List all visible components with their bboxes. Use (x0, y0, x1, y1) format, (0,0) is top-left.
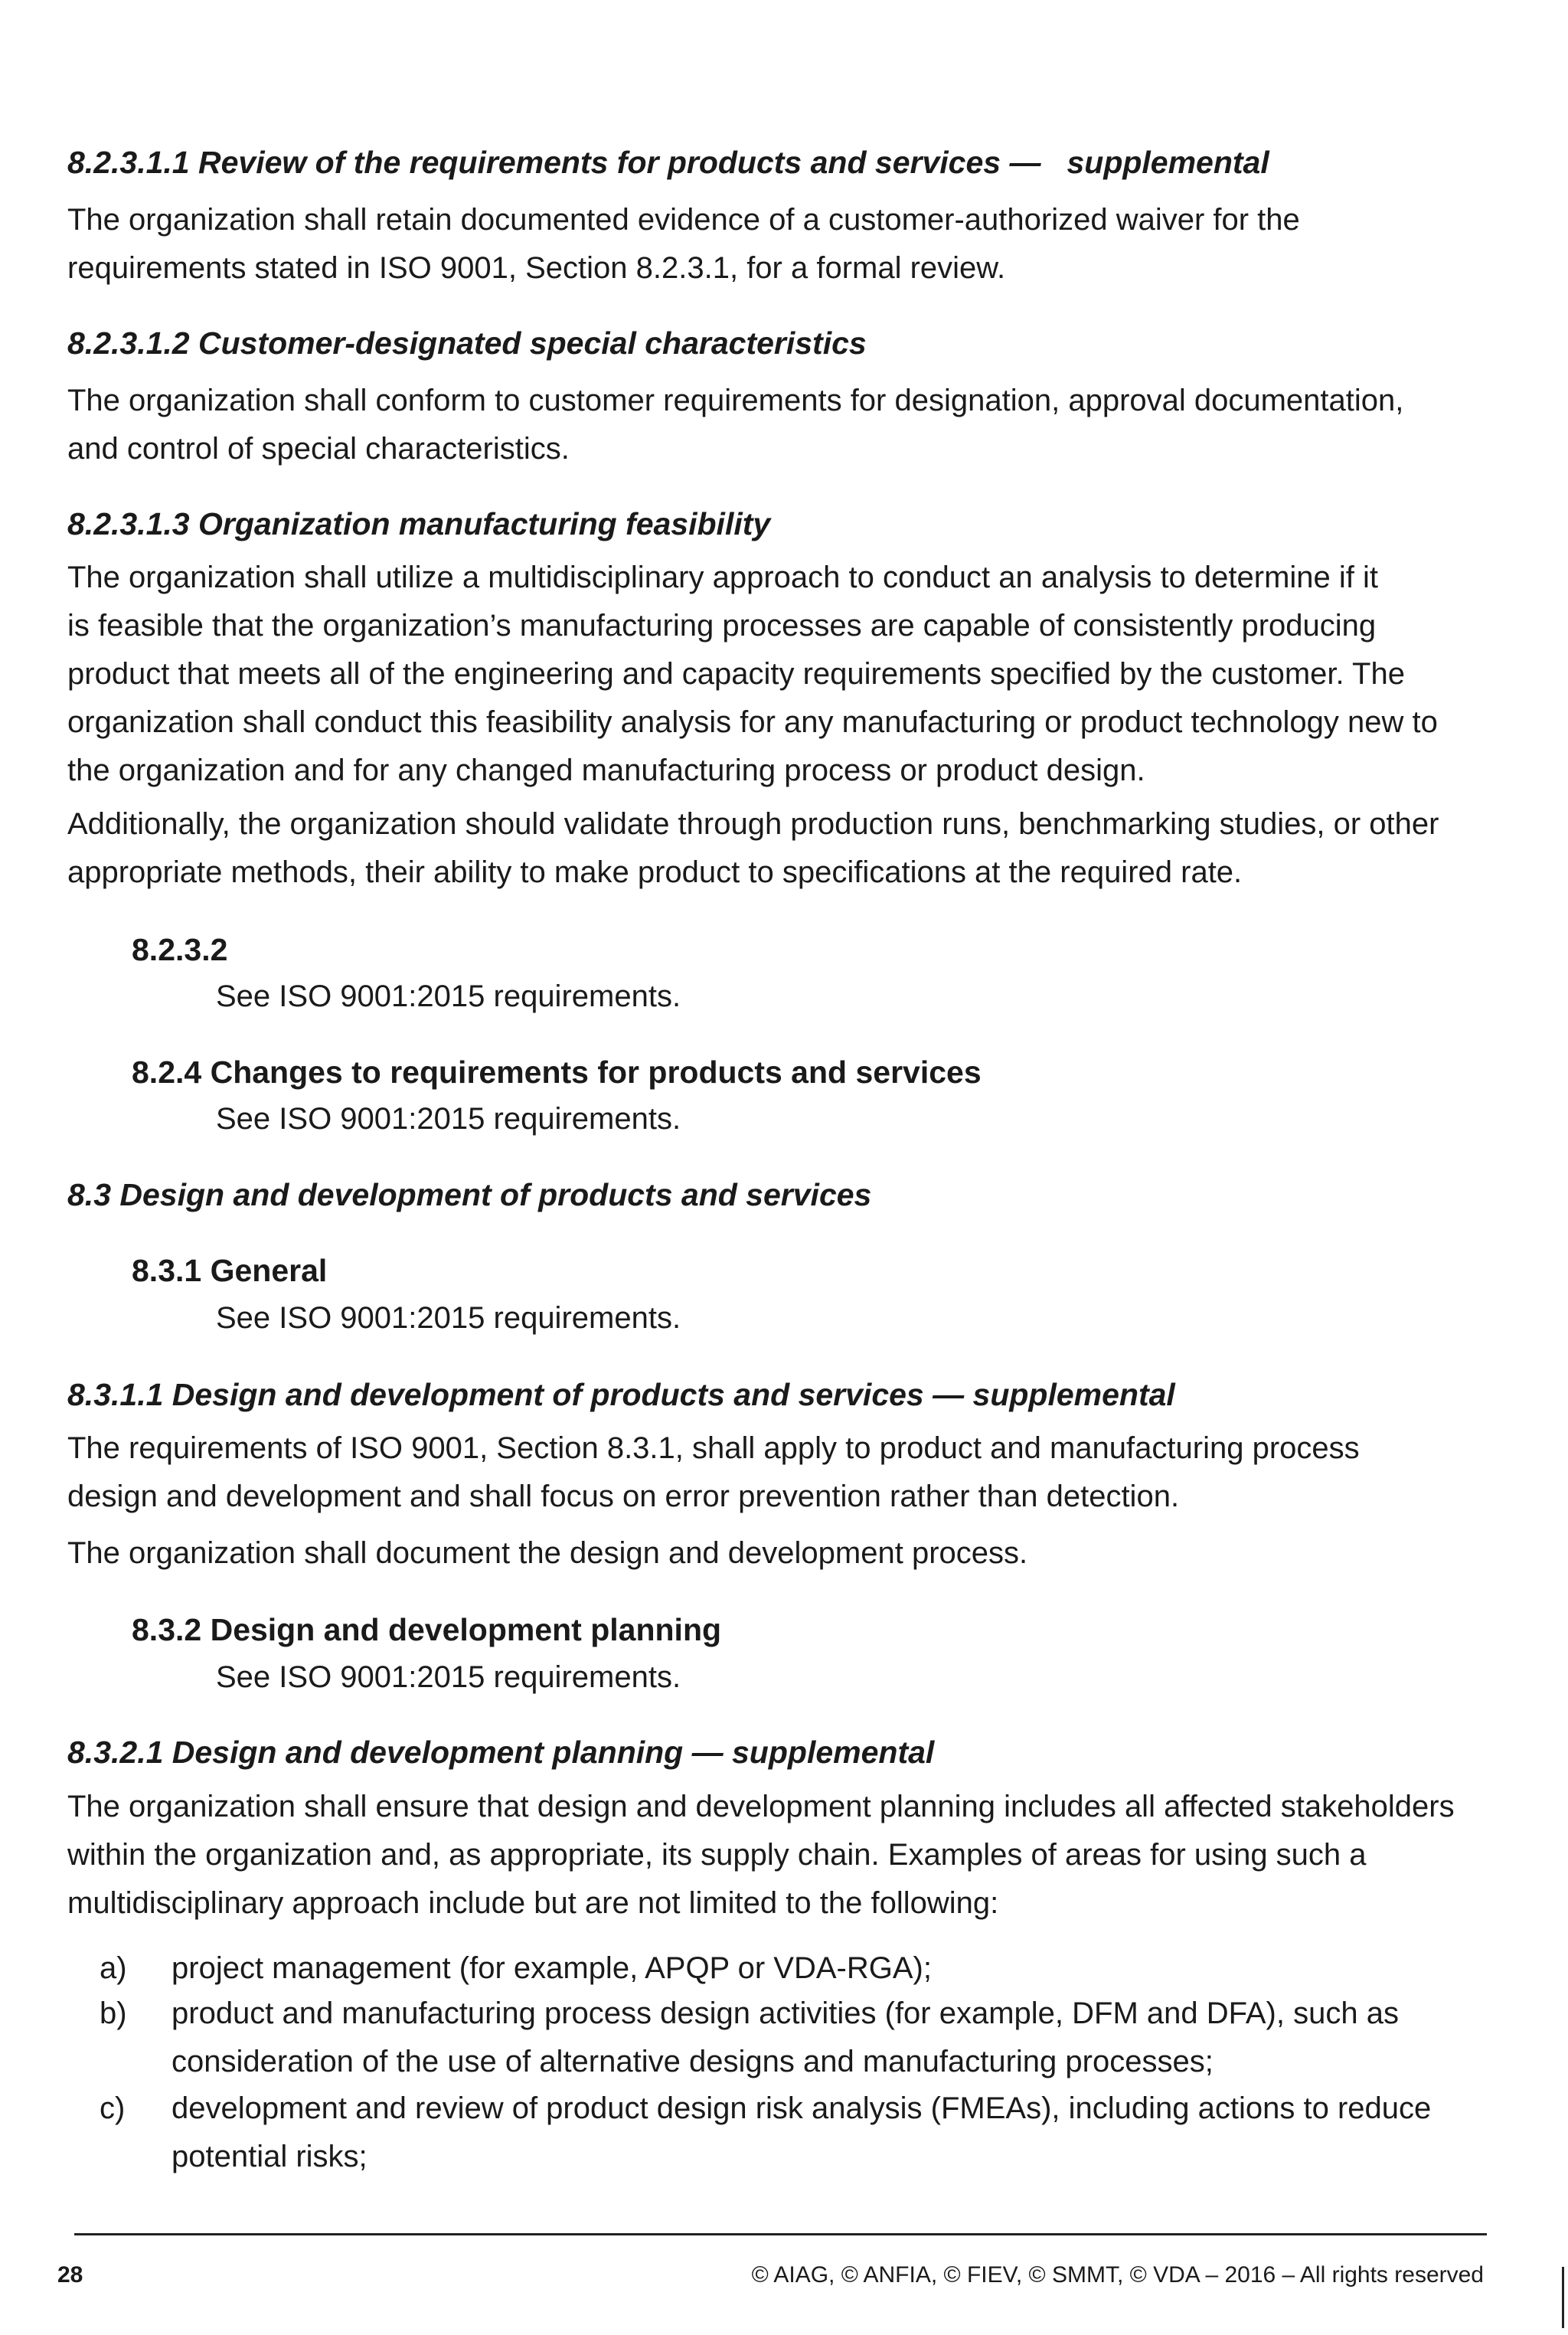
see-iso-text: See ISO 9001:2015 requirements. (216, 979, 681, 1013)
text-line: potential risks; (172, 2140, 368, 2173)
section-heading-8-3-1: 8.3.1 General (132, 1253, 328, 1288)
scan-edge-mark (1562, 2267, 1564, 2328)
paragraph-8-3-2-1 (67, 1783, 1522, 1928)
list-marker: b) (100, 1997, 127, 2030)
paragraph-8-3-1-1 (67, 1424, 1522, 1521)
paragraph-8-3-1-1-document (67, 1529, 1522, 1578)
section-heading-8-2-3-1-2: 8.2.3.1.2 Customer-designated special characteristics (67, 325, 867, 361)
text-line: development and review of product design risk analysis (FMEAs), including actions to reduce (172, 2091, 1432, 2125)
text-line: is feasible that the organization’s manufacturing processes are capable of consistently producing (67, 609, 1377, 643)
text-line: within the organization and, as appropriate, its supply chain. Examples of areas for using such a (67, 1838, 1367, 1872)
text-line: product that meets all of the engineering and capacity requirements specified by the customer. The (67, 657, 1405, 691)
copyright-notice: © AIAG, © ANFIA, © FIEV, © SMMT, © VDA – 2016 – All rights reserved (751, 2262, 1484, 2288)
section-heading-8-3-1-1: 8.3.1.1 Design and development of products and services — supplemental (67, 1377, 1175, 1412)
page-number: 28 (57, 2262, 83, 2288)
text-line: consideration of the use of alternative designs and manufacturing processes; (172, 2045, 1214, 2078)
section-heading-8-3-2-1: 8.3.2.1 Design and development planning — supplemental (67, 1735, 935, 1770)
section-heading-8-3: 8.3 Design and development of products and services (67, 1177, 872, 1212)
footer-rule (74, 2233, 1487, 2235)
text-line: design and development and shall focus on error prevention rather than detection. (67, 1480, 1180, 1513)
text-line: Additionally, the organization should validate through production runs, benchmarking studies, or other (67, 807, 1439, 841)
heading-title: Review of the requirements for products and services — (198, 145, 1041, 180)
text-line: multidisciplinary approach include but are not limited to the following: (67, 1886, 999, 1920)
text-line: The organization shall retain documented evidence of a customer-authorized waiver for the (67, 203, 1300, 237)
text-line: The organization shall utilize a multidisciplinary approach to conduct an analysis to determine if it (67, 561, 1379, 594)
paragraph-8-2-3-1-2 (67, 377, 1522, 473)
text-line: requirements stated in ISO 9001, Section 8.2.3.1, for a formal review. (67, 251, 1006, 285)
text-line: product and manufacturing process design activities (for example, DFM and DFA), such as (172, 1997, 1399, 2030)
paragraph-8-2-3-1-1 (67, 196, 1522, 293)
text-line: appropriate methods, their ability to make product to specifications at the required rate. (67, 855, 1243, 889)
see-iso-text: See ISO 9001:2015 requirements. (216, 1660, 681, 1694)
list-marker: c) (100, 2091, 126, 2125)
text-line: The organization shall conform to customer requirements for designation, approval documentation, (67, 384, 1404, 417)
paragraph-8-2-3-1-3-additional (67, 800, 1522, 897)
list-item-text (172, 1944, 932, 1993)
section-heading-8-2-3-1-1 (67, 147, 1269, 178)
section-heading-8-3-2: 8.3.2 Design and development planning (132, 1612, 722, 1647)
text-line: The organization shall ensure that design and development planning includes all affected stakeholders (67, 1790, 1455, 1823)
see-iso-text: See ISO 9001:2015 requirements. (216, 1301, 681, 1335)
text-line: The organization shall document the design and development process. (67, 1536, 1028, 1570)
section-heading-8-2-3-1-3: 8.2.3.1.3 Organization manufacturing feasibility (67, 506, 771, 541)
text-line: the organization and for any changed manufacturing process or product design. (67, 754, 1145, 787)
see-iso-text: See ISO 9001:2015 requirements. (216, 1102, 681, 1136)
list-item-text (172, 2085, 1431, 2181)
heading-number: 8.2.3.1.1 (67, 145, 190, 180)
section-heading-8-2-4: 8.2.4 Changes to requirements for products and services (132, 1055, 982, 1090)
paragraph-8-2-3-1-3 (67, 554, 1522, 795)
section-heading-8-2-3-2: 8.2.3.2 (132, 932, 228, 967)
text-line: and control of special characteristics. (67, 432, 570, 466)
text-line: The requirements of ISO 9001, Section 8.3.1, shall apply to product and manufacturing process (67, 1431, 1360, 1465)
text-line: project management (for example, APQP or VDA-RGA); (172, 1951, 932, 1985)
list-item-text (172, 1990, 1399, 2086)
heading-suffix: supplemental (1067, 145, 1269, 180)
list-marker: a) (100, 1951, 127, 1985)
text-line: organization shall conduct this feasibility analysis for any manufacturing or product technology new to (67, 705, 1438, 739)
